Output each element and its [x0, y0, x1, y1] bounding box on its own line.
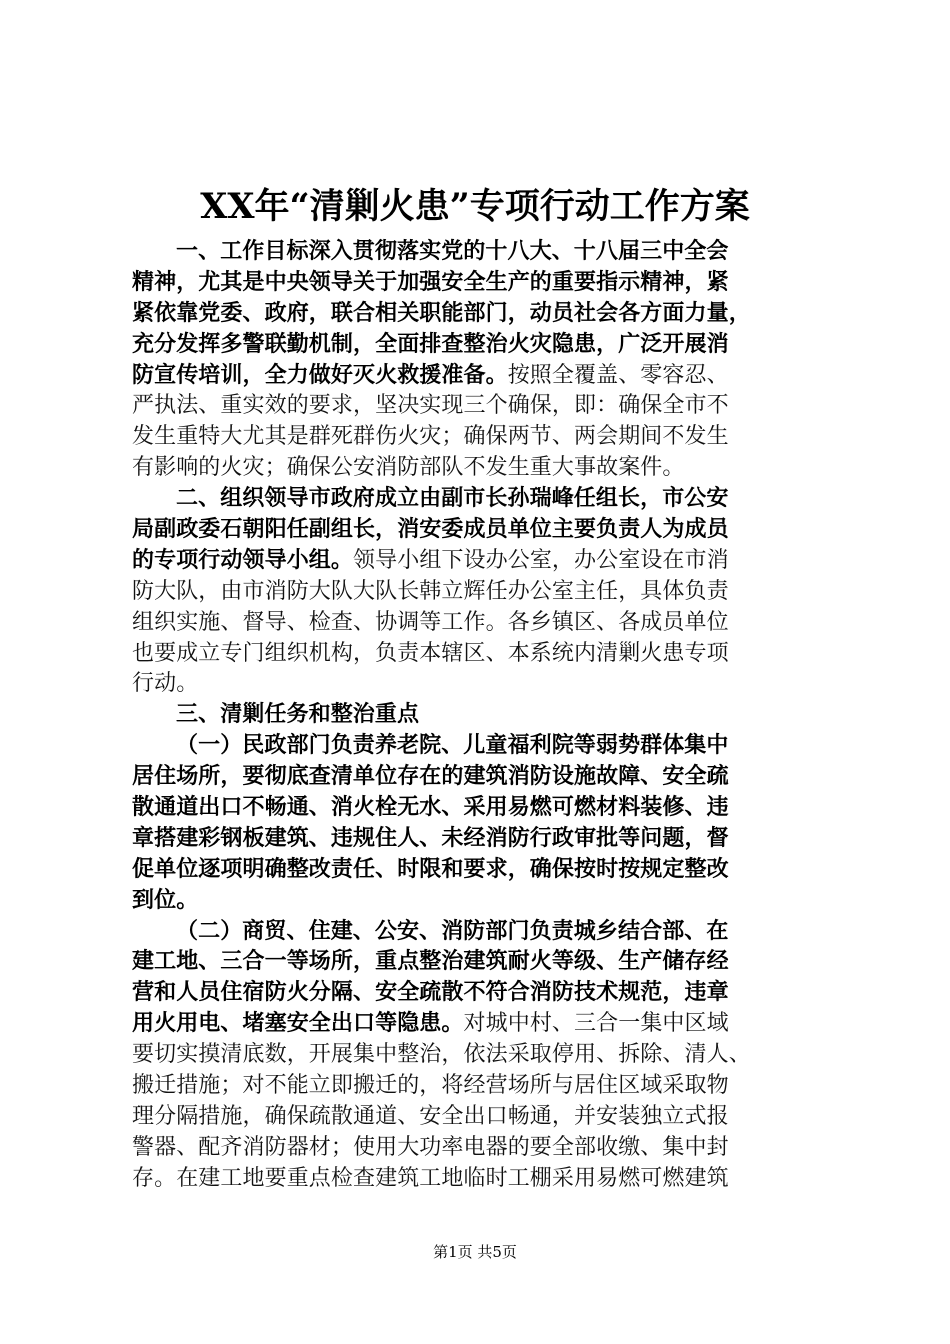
- text-line: [132, 761, 848, 792]
- text-line: [132, 298, 848, 329]
- text-run: 局副政委石朝阳任副组长，消安委成员单位主要负责人为成员: [132, 517, 729, 543]
- text-run: 防大队，由市消防大队大队长韩立辉任办公室主任，具体负责: [132, 578, 729, 604]
- document-title: XX年“清剿火患”专项行动工作方案: [200, 186, 750, 227]
- text-line: [132, 730, 848, 761]
- text-line: [132, 514, 848, 545]
- text-line: [132, 390, 848, 421]
- text-line: [132, 483, 848, 514]
- text-run: 建工地、三合一等场所，重点整治建筑耐火等级、生产储存经: [132, 949, 729, 975]
- text-run: 要切实摸清底数，开展集中整治，依法采取停用、拆除、清人、: [132, 1042, 751, 1068]
- text-line: [132, 267, 848, 298]
- text-run: 防宣传培训，全力做好灭火救援准备。: [132, 362, 508, 388]
- text-line: [132, 638, 848, 669]
- text-run: 发生重特大尤其是群死群伤火灾；确保两节、两会期间不发生: [132, 424, 729, 450]
- text-line: [132, 236, 848, 267]
- text-line: [132, 977, 848, 1008]
- text-run: 搬迁措施；对不能立即搬迁的，将经营场所与居住区域采取物: [132, 1073, 729, 1099]
- text-line: [132, 360, 848, 391]
- text-run: 二、组织领导市政府成立由副市长孙瑞峰任组长，市公安: [176, 486, 729, 512]
- text-line: [132, 1039, 848, 1070]
- text-run: 行动。: [132, 671, 199, 697]
- text-run: 存。在建工地要重点检查建筑工地临时工棚采用易燃可燃建筑: [132, 1165, 729, 1191]
- text-line: [132, 607, 848, 638]
- text-line: [132, 1132, 848, 1163]
- text-line: [132, 946, 848, 977]
- text-run: 严执法、重实效的要求，坚决实现三个确保，即：确保全市不: [132, 393, 729, 419]
- text-run: 按照全覆盖、零容忍、: [507, 362, 729, 388]
- text-run: （二）商贸、住建、公安、消防部门负责城乡结合部、在: [176, 918, 729, 944]
- text-line: [132, 1008, 848, 1039]
- text-run: 充分发挥多警联勤机制，全面排查整治火灾隐患，广泛开展消: [132, 331, 729, 357]
- text-run: 紧依靠党委、政府，联合相关职能部门，动员社会各方面力量，: [132, 300, 751, 326]
- text-run: （一）民政部门负责养老院、儿童福利院等弱势群体集中: [176, 733, 729, 759]
- text-run: 也要成立专门组织机构，负责本辖区、本系统内清剿火患专项: [132, 640, 729, 666]
- text-run: 三、清剿任务和整治重点: [176, 702, 420, 728]
- text-run: 到位。: [132, 887, 199, 913]
- text-run: 组织实施、督导、检查、协调等工作。各乡镇区、各成员单位: [132, 609, 729, 635]
- text-line: [132, 885, 848, 916]
- text-line: [132, 329, 848, 360]
- text-line: [132, 452, 848, 483]
- text-line: [132, 1101, 848, 1132]
- page-footer: 第1页 共5页: [433, 1243, 517, 1261]
- text-run: 营和人员住宿防火分隔、安全疏散不符合消防技术规范，违章: [132, 980, 729, 1006]
- text-run: 领导小组下设办公室，办公室设在市消: [353, 547, 729, 573]
- text-run: 促单位逐项明确整改责任、时限和要求，确保按时按规定整改: [132, 856, 729, 882]
- text-line: [132, 545, 848, 576]
- text-line: [132, 576, 848, 607]
- text-run: 理分隔措施，确保疏散通道、安全出口畅通，并安装独立式报: [132, 1103, 729, 1129]
- text-run: 有影响的火灾；确保公安消防部队不发生重大事故案件。: [132, 455, 685, 481]
- text-run: 散通道出口不畅通、消火栓无水、采用易燃可燃材料装修、违: [132, 795, 729, 821]
- text-line: [132, 421, 848, 452]
- text-run: 一、工作目标深入贯彻落实党的十八大、十八届三中全会: [176, 239, 729, 264]
- text-line: [132, 823, 848, 854]
- text-line: [132, 668, 848, 699]
- text-run: 警器、配齐消防器材；使用大功率电器的要全部收缴、集中封: [132, 1134, 729, 1160]
- text-run: 对城中村、三合一集中区域: [463, 1011, 729, 1037]
- text-line: [132, 916, 848, 947]
- text-line: [132, 854, 848, 885]
- text-line: [132, 1163, 848, 1194]
- text-run: 的专项行动领导小组。: [132, 547, 354, 573]
- text-line: [132, 1070, 848, 1101]
- text-run: 章搭建彩钢板建筑、违规住人、未经消防行政审批等问题，督: [132, 825, 729, 851]
- text-run: 居住场所，要彻底查清单位存在的建筑消防设施故障、安全疏: [132, 764, 729, 790]
- document-body: [132, 236, 848, 1194]
- text-line: [132, 792, 848, 823]
- text-run: 用火用电、堵塞安全出口等隐患。: [132, 1011, 464, 1037]
- text-line: [132, 699, 848, 730]
- text-run: 精神，尤其是中央领导关于加强安全生产的重要指示精神，紧: [132, 269, 729, 295]
